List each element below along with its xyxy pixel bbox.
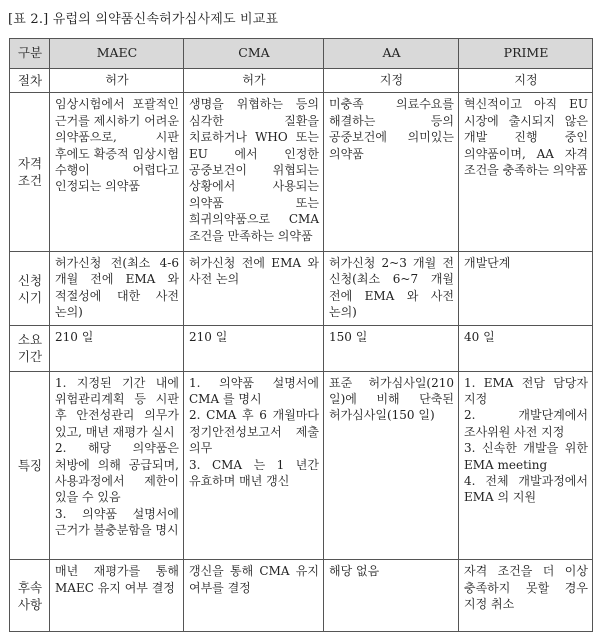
cell-timing-cma: 허가신청 전에 EMA 와 사전 논의 [184, 251, 324, 325]
column-header-prime: PRIME [459, 39, 593, 69]
table-row-follow-up [10, 560, 593, 632]
feature-item: 3. 의약품 설명서에 근거가 불충분함을 명시 [55, 506, 179, 538]
cell-features-maec [50, 371, 184, 560]
cell-timing-aa: 허가신청 2~3 개월 전 신청(최소 6~7 개월 전에 EMA 와 사전 논의) [324, 251, 459, 325]
row-label-duration: 소요 기간 [10, 326, 50, 371]
cell-eligibility-aa: 미충족 의료수요를 해결하는 등의 공중보건에 의미있는 의약품 [324, 93, 459, 252]
cell-procedure-maec: 허가 [50, 68, 184, 93]
table-row-features [10, 371, 593, 560]
row-label-procedure: 절차 [10, 68, 50, 93]
cell-eligibility-maec: 임상시험에서 포괄적인 근거를 제시하기 어려운 의약품으로, 시판 후에도 확증적 임상시험 수행이 어렵다고 인정되는 의약품 [50, 93, 184, 252]
row-label-application-timing: 신청 시기 [10, 251, 50, 325]
cell-procedure-cma: 허가 [184, 68, 324, 93]
feature-item: 2. 해당 의약품은 처방에 의해 공급되며, 사용과정에서 제한이 있을 수 있음 [55, 441, 179, 505]
table-row-procedure [10, 68, 593, 93]
table-caption: [표 2.] 유럽의 의약품신속허가심사제도 비교표 [8, 12, 279, 27]
feature-item: 2. CMA 후 6 개월마다 정기안전성보고서 제출 의무 [189, 408, 319, 456]
feature-item: 표준 허가심사일(210 일)에 비해 단축된 허가심사일(150 일) [329, 375, 454, 423]
cell-procedure-aa: 지정 [324, 68, 459, 93]
row-label-follow-up: 후속 사항 [10, 560, 50, 632]
feature-item: 2. 개발단계에서 조사위원 사전 지정 [464, 408, 588, 439]
cell-followup-cma: 갱신을 통해 CMA 유지 여부를 결정 [184, 560, 324, 632]
feature-item: 3. CMA 는 1 년간 유효하며 매년 갱신 [189, 457, 319, 488]
feature-item: 1. EMA 전담 담당자 지정 [464, 375, 588, 406]
feature-item: 1. 의약품 설명서에 CMA 를 명시 [189, 375, 319, 406]
cell-eligibility-cma: 생명을 위협하는 등의 심각한 질환을 치료하거나 WHO 또는 EU 에서 인정한 공중보건이 위협되는 상황에서 사용되는 의약품 또는 희귀의약품으로 CMA 조건을 만족하는 의약품 [184, 93, 324, 252]
cell-duration-cma: 210 일 [184, 326, 324, 371]
column-header-aa: AA [324, 39, 459, 69]
cell-eligibility-prime: 혁신적이고 아직 EU 시장에 출시되지 않은 개발 진행 중인 의약품이며, AA 자격 조건을 충족하는 의약품 [459, 93, 593, 252]
table-header-row [10, 39, 593, 69]
row-label-features: 특징 [10, 371, 50, 560]
cell-duration-prime: 40 일 [459, 326, 593, 371]
cell-timing-maec: 허가신청 전(최소 4-6 개월 전에 EMA 와 적절성에 대한 사전 논의) [50, 251, 184, 325]
table-row-duration [10, 326, 593, 371]
cell-features-aa [324, 371, 459, 560]
cell-features-prime [459, 371, 593, 560]
cell-followup-prime: 자격 조건을 더 이상 충족하지 못할 경우 지정 취소 [459, 560, 593, 632]
cell-followup-maec: 매년 재평가를 통해 MAEC 유지 여부 결정 [50, 560, 184, 632]
table-row-eligibility [10, 93, 593, 252]
table-row-application-timing [10, 251, 593, 325]
feature-item: 4. 전체 개발과정에서 EMA 의 지원 [464, 473, 588, 505]
column-header-maec: MAEC [50, 39, 184, 69]
cell-timing-prime: 개발단계 [459, 251, 593, 325]
column-header-category: 구분 [10, 39, 50, 69]
feature-item: 3. 신속한 개발을 위한 EMA meeting [464, 441, 588, 472]
feature-item: 1. 지정된 기간 내에 위험관리계획 등 시판 후 안전성관리 의무가 있고, 매년 재평가 실시 [55, 375, 179, 439]
row-label-eligibility: 자격 조건 [10, 93, 50, 252]
cell-procedure-prime: 지정 [459, 68, 593, 93]
cell-duration-maec: 210 일 [50, 326, 184, 371]
cell-features-cma [184, 371, 324, 560]
comparison-table [9, 38, 593, 632]
cell-followup-aa: 해당 없음 [324, 560, 459, 632]
cell-duration-aa: 150 일 [324, 326, 459, 371]
column-header-cma: CMA [184, 39, 324, 69]
